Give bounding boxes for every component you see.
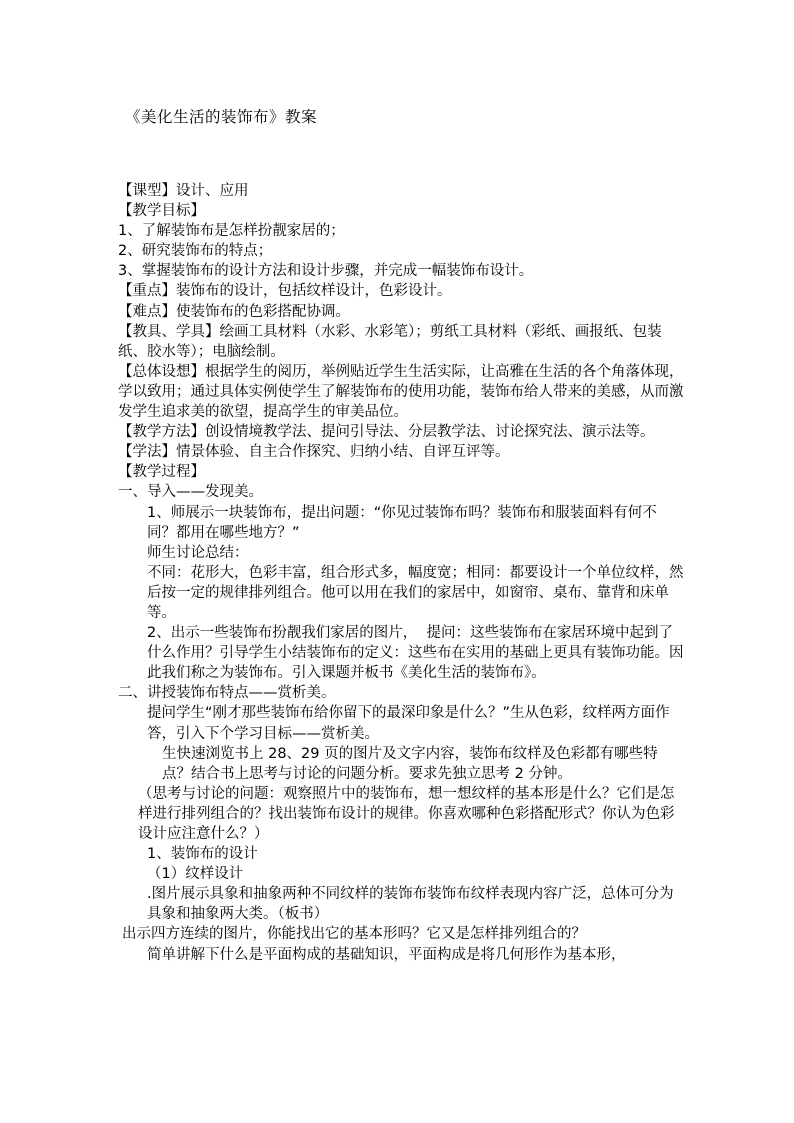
paragraph: 【教学目标】 [118, 203, 205, 220]
paragraph: 【学法】情景体验、自主合作探究、归纳小结、自评互评等。 [118, 444, 510, 461]
paragraph: 生快速浏览书上 28、29 页的图片及文字内容，装饰布纹样及色彩都有哪些特点？结合书上思考与讨论的问题分析。要求先独立思考 2 分钟。 [162, 745, 658, 782]
paragraph: 简单讲解下什么是平面构成的基础知识，平面构成是将几何形作为基本形， [147, 946, 626, 963]
paragraph: 【课型】设计、应用 [118, 183, 249, 199]
paragraph: 2、研究装饰布的特点； [118, 243, 273, 260]
paragraph: 2、出示一些装饰布扮靓我们家居的图片， 提问：这些装饰布在家居环境中起到了什么作用？引导学生小结装饰布的定义：这些布在实用的基础上更具有装饰功能。因此我们称之为装饰布。引入课题并板书《美化生活的装饰布》。 [147, 625, 684, 682]
paragraph: 二、讲授装饰布特点——赏析美。 [118, 685, 336, 702]
paragraph: （1）纹样设计 [147, 866, 244, 883]
document-body [118, 181, 684, 965]
paragraph: 【总体设想】根据学生的阅历，举例贴近学生生活实际，让高雅在生活的各个角落体现，学以致用；通过具体实例使学生了解装饰布的使用功能，装饰布给人带来的美感，从而激发学生追求美的欲望，提高学生的审美品位。 [118, 363, 684, 421]
document-title: 《美化生活的装饰布》教案 [125, 108, 318, 126]
paragraph: 1、师展示一块装饰布，提出问题：“你见过装饰布吗？装饰布和服装面料有何不同？都用在哪些地方？” [147, 504, 657, 541]
paragraph: 3、掌握装饰布的设计方法和设计步骤，并完成一幅装饰布设计。 [118, 263, 534, 280]
paragraph: 一、导入——发现美。 [118, 484, 263, 501]
paragraph: 不同：花形大，色彩丰富，组合形式多，幅度宽；相同：都要设计一个单位纹样，然后按一定的规律排列组合。他可以用在我们的家居中，如窗帘、桌布、靠背和床单等。 [147, 564, 684, 621]
paragraph: 出示四方连续的图片，你能找出它的基本形吗？它又是怎样排列组合的？ [122, 926, 586, 943]
paragraph: （思考与讨论的问题：观察照片中的装饰布，想一想纹样的基本形是什么？它们是怎样进行排列组合的？找出装饰布设计的规律。你喜欢哪种色彩搭配形式？你认为色彩设计应注意什么？） [138, 785, 675, 842]
paragraph: 【重点】装饰布的设计，包括纹样设计，色彩设计。 [118, 283, 452, 300]
paragraph: 【教学方法】创设情境教学法、提问引导法、分层教学法、讨论探究法、演示法等。 [118, 424, 655, 441]
paragraph: 1、装饰布的设计 [147, 846, 258, 863]
paragraph: 1、了解装饰布是怎样扮靓家居的； [118, 223, 345, 240]
paragraph: 【教学过程】 [118, 464, 205, 481]
paragraph: 师生讨论总结： [147, 544, 249, 561]
paragraph: 提问学生“刚才那些装饰布给你留下的最深印象是什么？”生从色彩，纹样两方面作答，引入下个学习目标——赏析美。 [147, 705, 670, 742]
paragraph: 【教具、学具】绘画工具材料（水彩、水彩笔）；剪纸工具材料（彩纸、画报纸、包装纸、胶水等）；电脑绘制。 [118, 323, 662, 360]
paragraph: .图片展示具象和抽象两种不同纹样的装饰布装饰布纹样表现内容广泛，总体可分为具象和抽象两大类。（板书） [147, 886, 674, 923]
paragraph: 【难点】使装饰布的色彩搭配协调。 [118, 303, 350, 320]
